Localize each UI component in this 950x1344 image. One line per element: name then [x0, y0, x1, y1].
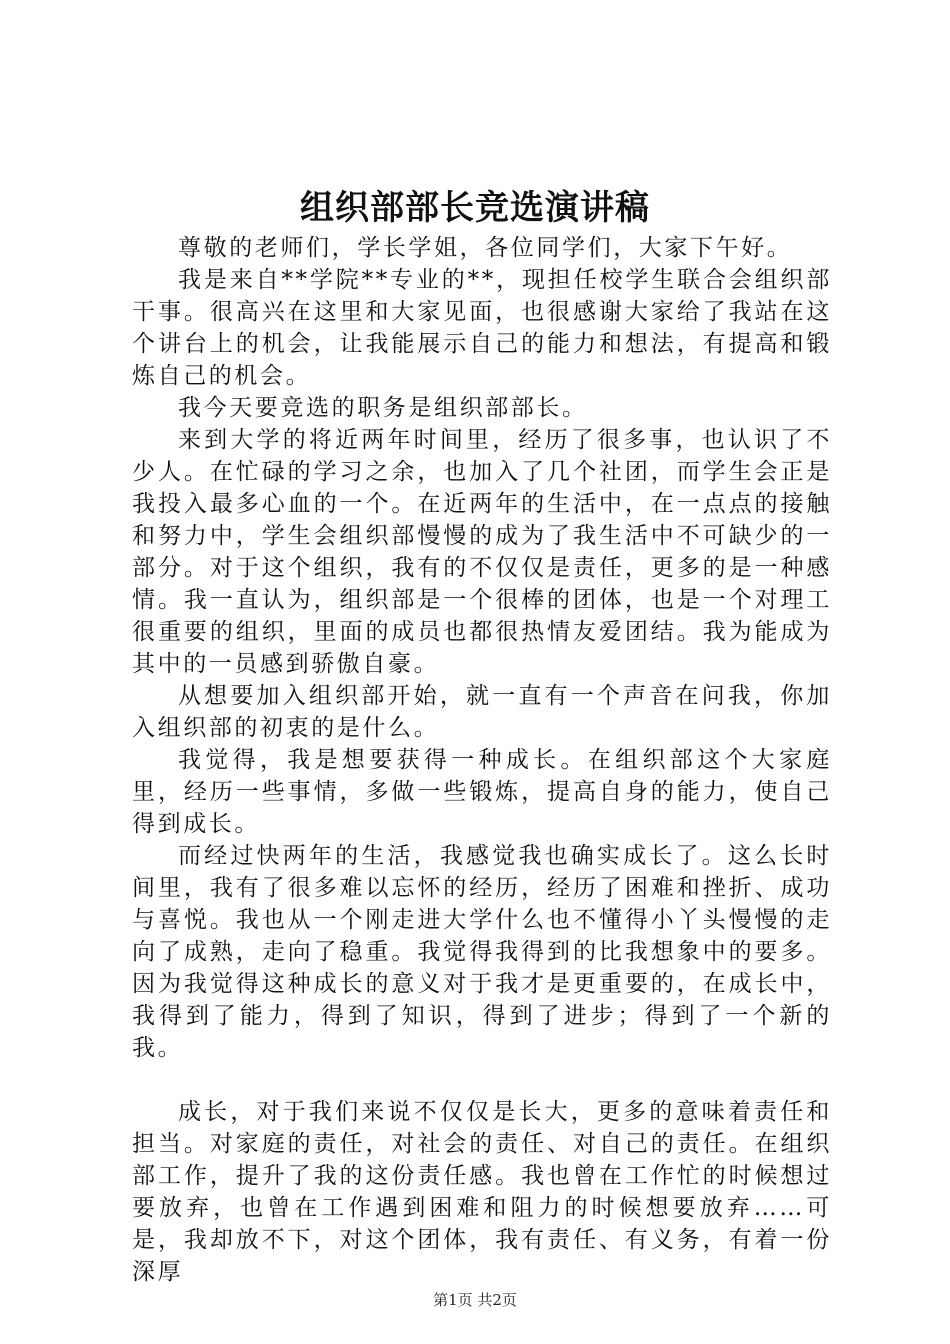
- paragraph-experience: 来到大学的将近两年时间里，经历了很多事，也认识了不少人。在忙碌的学习之余，也加入了几个社团，而学生会正是我投入最多心血的一个。在近两年的生活中，在一点点的接触和努力中，学生会组织部慢慢的成为了我生活中不可缺少的一部分。对于这个组织，我有的不仅仅是责任，更多的是一种感情。我一直认为，组织部是一个很棒的团体，也是一个对理工很重要的组织，里面的成员也都很热情友爱团结。我为能成为其中的一员感到骄傲自豪。: [132, 427, 832, 677]
- paragraph-question: 从想要加入组织部开始，就一直有一个声音在问我，你加入组织部的初衷的是什么。: [132, 683, 832, 741]
- paragraph-growth: 而经过快两年的生活，我感觉我也确实成长了。这么长时间里，我有了很多难以忘怀的经历，经历了困难和挫折、成功与喜悦。我也从一个刚走进大学什么也不懂得小丫头慢慢的走向了成熟，走向了稳重。我觉得我得到的比我想象中的要多。因为我觉得这种成长的意义对于我才是更重要的，在成长中，我得到了能力，得到了知识，得到了进步；得到了一个新的我。: [132, 843, 832, 1061]
- paragraph-introduction: 我是来自**学院**专业的**，现担任校学生联合会组织部干事。很高兴在这里和大家见面，也很感谢大家给了我站在这个讲台上的机会，让我能展示自己的能力和想法，有提高和锻炼自己的机会。: [132, 267, 832, 389]
- document-body: [132, 232, 832, 1288]
- document-title: 组织部部长竞选演讲稿: [300, 188, 650, 228]
- page-number-footer: 第1页 共2页: [433, 1291, 517, 1309]
- paragraph-responsibility: 成长，对于我们来说不仅仅是长大，更多的意味着责任和担当。对家庭的责任，对社会的责任、对自己的责任。在组织部工作，提升了我的这份责任感。我也曾在工作忙的时候想过要放弃，也曾在工作遇到困难和阻力的时候想要放弃……可是，我却放不下，对这个团体，我有责任、有义务，有着一份深厚: [132, 1099, 832, 1285]
- paragraph-position: 我今天要竞选的职务是组织部部长。: [178, 395, 588, 421]
- paragraph-greeting: 尊敬的老师们，学长学姐，各位同学们，大家下午好。: [178, 235, 793, 261]
- paragraph-answer: 我觉得，我是想要获得一种成长。在组织部这个大家庭里，经历一些事情，多做一些锻炼，提高自身的能力，使自己得到成长。: [132, 747, 832, 837]
